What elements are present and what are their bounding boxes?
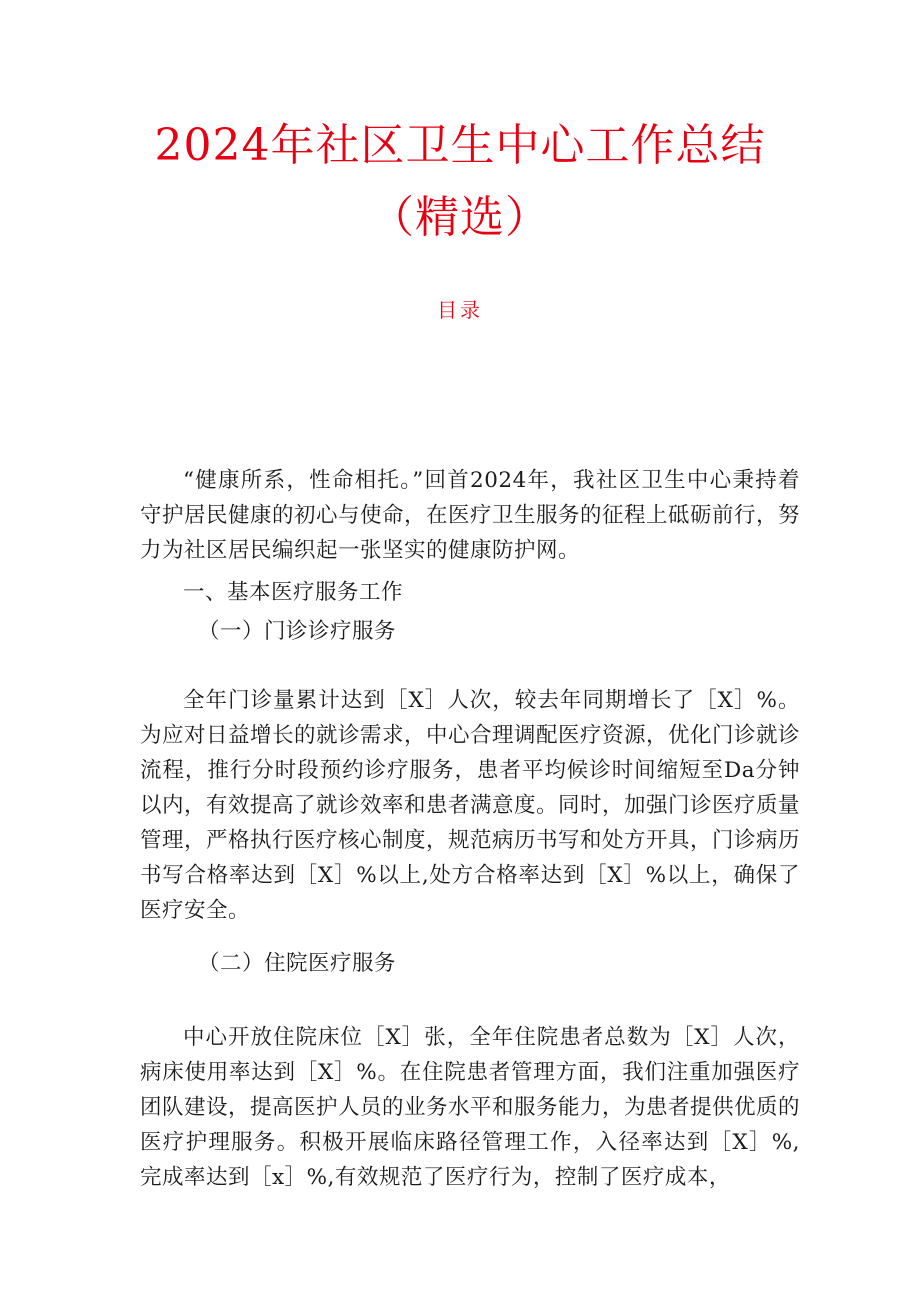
outpatient-text: 全年门诊量累计达到［X］人次，较去年同期增长了［X］%。为应对日益增长的就诊需求，中心合理调配医疗资源，优化门诊就诊流程，推行分时段预约诊疗服务，患者平均候诊时间缩短至Da分钟以内，有效提高了就诊效率和患者满意度。同时，加强门诊医疗质量管理，严格执行医疗核心制度，规范病历书写和处方开具，门诊病历书写合格率达到［X］%以上,处方合格率达到［X］%以上，确保了医疗安全。 — [140, 688, 801, 923]
intro-text: “健康所系，性命相托。”回首2024年，我社区卫生中心秉持着守护居民健康的初心与使命，在医疗卫生服务的征程上砥砺前行，努力为社区居民编织起一张坚实的健康防护网。 — [140, 468, 801, 563]
document-title: 2024年社区卫生中心工作总结 — [154, 120, 766, 171]
subsection-heading-outpatient: （一）门诊诊疗服务 — [198, 619, 397, 644]
subsection-heading-inpatient: （二）住院医疗服务 — [198, 951, 397, 976]
inpatient-paragraph — [140, 1020, 800, 1195]
inpatient-text: 中心开放住院床位［X］张，全年住院患者总数为［X］人次，病床使用率达到［X］%。在住院患者管理方面，我们注重加强医疗团队建设，提高医护人员的业务水平和服务能力，为患者提供优质的医疗护理服务。积极开展临床路径管理工作，入径率达到［X］%,完成率达到［x］%,有效规范了医疗行为，控制了医疗成本， — [140, 1025, 801, 1190]
toc-label[interactable]: 目录 — [437, 298, 483, 322]
section-heading-basic-medical: 一、基本医疗服务工作 — [183, 580, 404, 605]
intro-paragraph — [140, 463, 800, 568]
document-subtitle: （精选） — [370, 192, 550, 243]
outpatient-paragraph — [140, 683, 800, 928]
